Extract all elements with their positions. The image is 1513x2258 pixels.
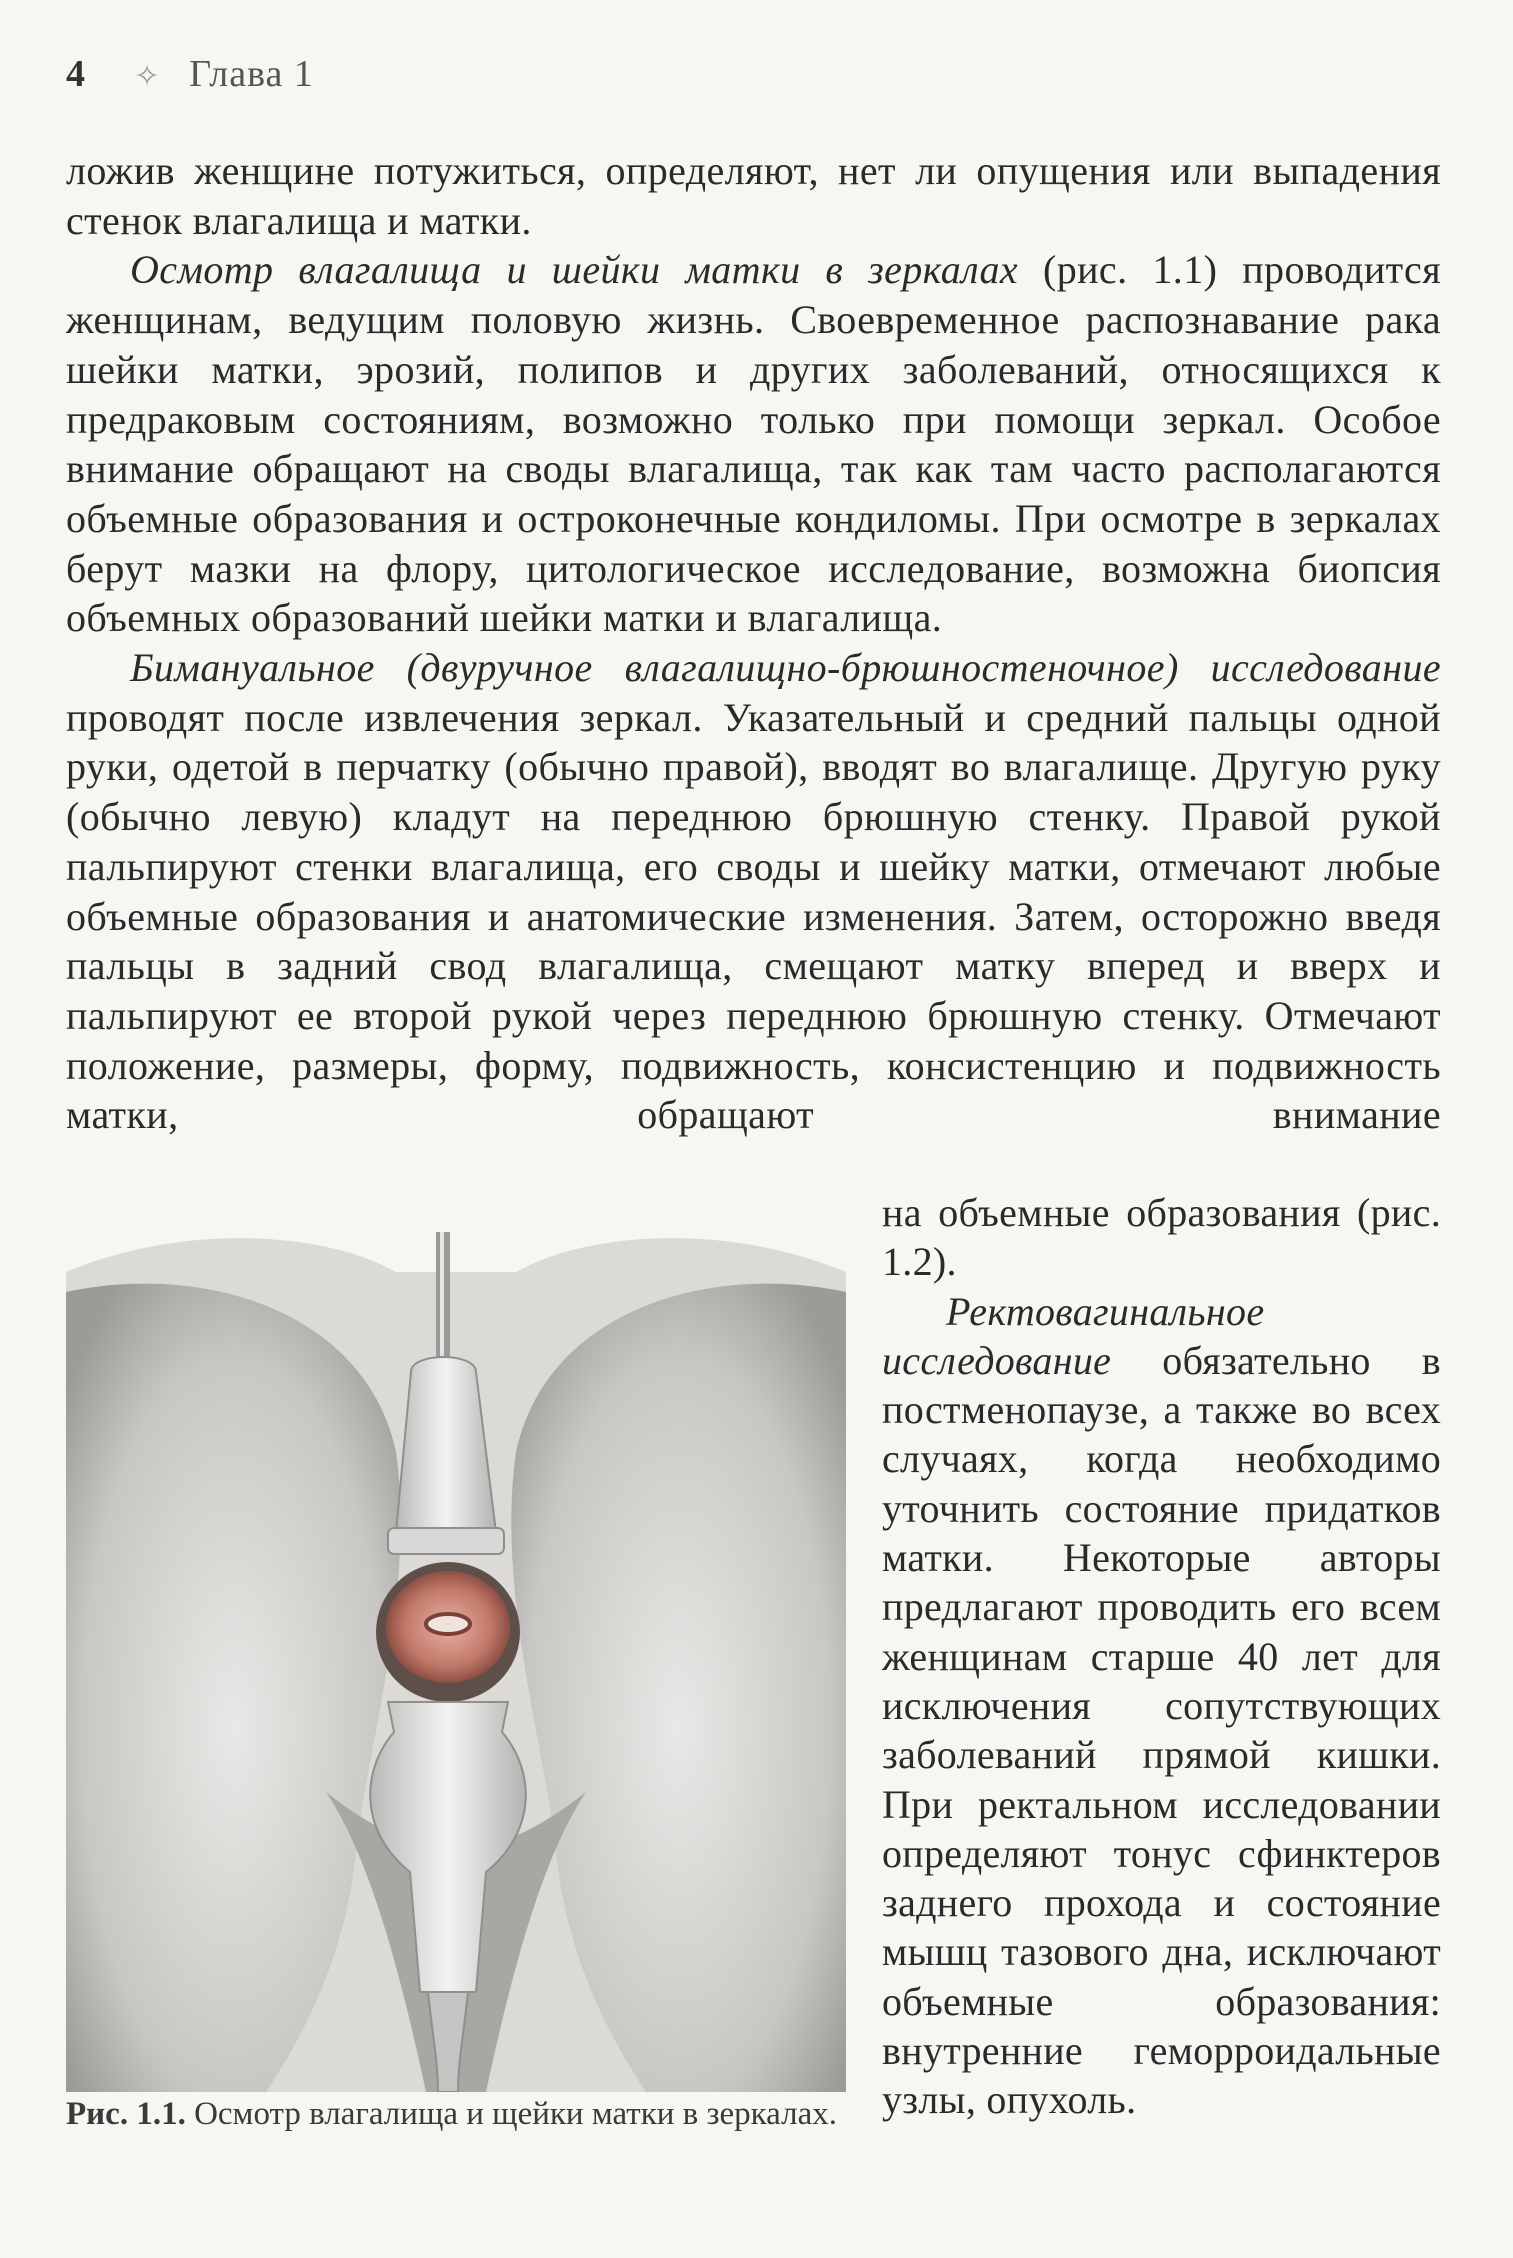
figure-speculum-illustration (66, 1232, 846, 2092)
paragraph-2: Осмотр влагалища и шейки матки в зеркалах (рис. 1.1) проводится женщинам, ведущим половую жизнь. Своевременное распознавание рака шейки матки, эрозий, полипов и других заболеваний, относящихся к предраковым состояниям, возможно только при помощи зеркал. Особое внимание обращают на своды влагалища, так как там часто располагаются объемные образования и остроконечные кондиломы. При осмотре в зеркалах берут мазки на флору, цитологическое исследование, возможна биопсия объемных образований шейки матки и влагалища. (66, 247, 1441, 641)
term-rectovaginal-exam: Ректовагинальное исследование (882, 1288, 1265, 1383)
chapter-title: Глава 1 (189, 53, 314, 95)
paragraph-3: Бимануальное (двуручное влагалищно-брюшностеночное) исследование проводят после извлечения зеркал. Указательный и средний пальцы одной руки, одетой в перчатку (обычно правой), вводят во влагалище. Другую руку (обычно левую) кладут на переднюю брюшную стенку. Правой рукой пальпируют стенки влагалища, его своды и шейку матки, отмечают любые объемные образования и анатомические изменения. Затем, осторожно введя пальцы в задний свод влагалища, смещают матку вперед и вверх и пальпируют ее второй рукой через переднюю брюшную стенку. Отмечают положение, размеры, форму, подвижность, консистенцию и подвижность матки, обращают внимание (66, 645, 1441, 1138)
main-text (66, 146, 1441, 1140)
ornament-icon: ✧ (134, 60, 161, 93)
speculum-illustration (66, 1232, 846, 2092)
figure-caption (66, 2092, 846, 2136)
term-speculum-exam: Осмотр влагалища и шейки матки в зеркалах (130, 247, 1019, 293)
term-bimanual-exam: Бимануальное (двуручное влагалищно-брюшностеночное) исследование (130, 645, 1441, 691)
caption-label: Рис. 1.1. (66, 2096, 186, 2132)
paragraph-1: ложив женщине потужиться, определяют, нет ли опущения или выпадения стенок влагалища и матки. (66, 148, 1441, 243)
paragraph-3-continued: на объемные образования (рис. 1.2). (882, 1190, 1441, 1285)
paragraph-4: Ректовагинальное исследование обязательно в постменопаузе, а также во всех случаях, когда необходимо уточнить состояние придатков матки. Некоторые авторы предлагают проводить его всем женщинам старше 40 лет для исключения сопутствующих заболеваний прямой кишки. При ректальном исследовании определяют тонус сфинктеров заднего прохода и состояние мышц тазового дна, исключают объемные образования: внутренние геморроидальные узлы, опухоль. (882, 1288, 1441, 2123)
side-column-text (882, 1188, 1441, 2125)
caption-text: Осмотр влагалища и щейки матки в зеркалах. (185, 2096, 837, 2132)
running-header (66, 52, 314, 96)
page-number: 4 (66, 53, 86, 95)
